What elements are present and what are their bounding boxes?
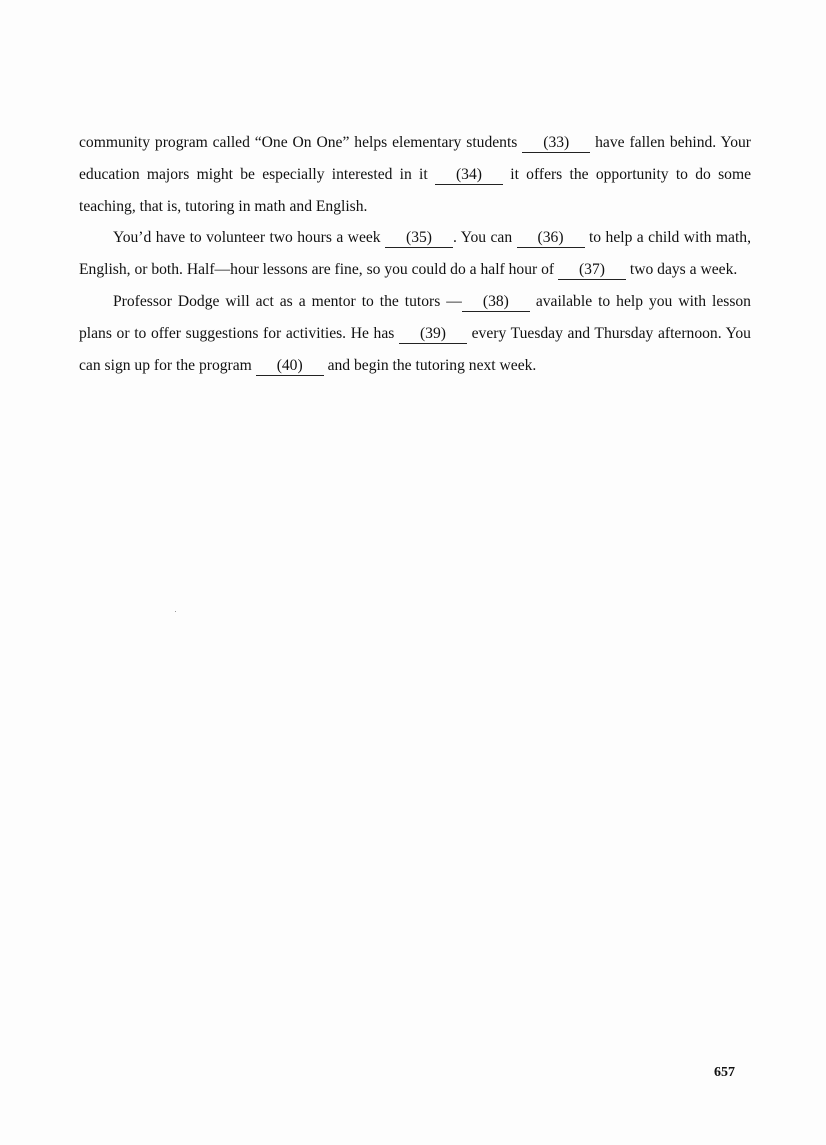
passage-text: [79, 127, 751, 381]
passage-text-segment: community program called “One On One” helps elementary students: [79, 134, 523, 151]
passage-text-segment: to help a child with math, English, or both. Half—hour lessons are fine, so you could do a half hour of: [79, 229, 751, 279]
passage-text-segment: Professor Dodge will act as a mentor to the tutors —: [113, 292, 462, 310]
passage-text-segment: have fallen behind. Your education majors might be especially interested in it: [79, 134, 751, 183]
answer-blank: (33): [522, 134, 590, 153]
answer-blank: (34): [435, 166, 503, 185]
passage-text-segment: every Tuesday and Thursday afternoon. You can sign up for the program: [79, 324, 751, 374]
answer-blank: (37): [558, 261, 626, 280]
passage-text-segment: and begin the tutoring next week.: [323, 356, 537, 374]
answer-blank: (40): [256, 357, 324, 376]
answer-blank: (35): [385, 229, 453, 248]
passage-text-segment: . You can: [453, 229, 517, 247]
page-number: 657: [714, 1065, 735, 1080]
paragraph-1: [79, 127, 751, 222]
answer-blank: (38): [462, 293, 530, 312]
answer-blank: (39): [399, 325, 467, 344]
scan-speck: [175, 611, 176, 612]
passage-text-segment: available to help you with lesson plans or to offer suggestions for activities. He has: [79, 292, 751, 342]
paragraph-2: [79, 222, 751, 286]
paragraph-3: [79, 286, 751, 381]
passage-text-segment: You’d have to volunteer two hours a week: [113, 229, 386, 247]
answer-blank: (36): [517, 229, 585, 248]
passage-text-segment: it offers the opportunity to do some teaching, that is, tutoring in math and English.: [79, 165, 751, 215]
passage-text-segment: two days a week.: [625, 261, 738, 279]
